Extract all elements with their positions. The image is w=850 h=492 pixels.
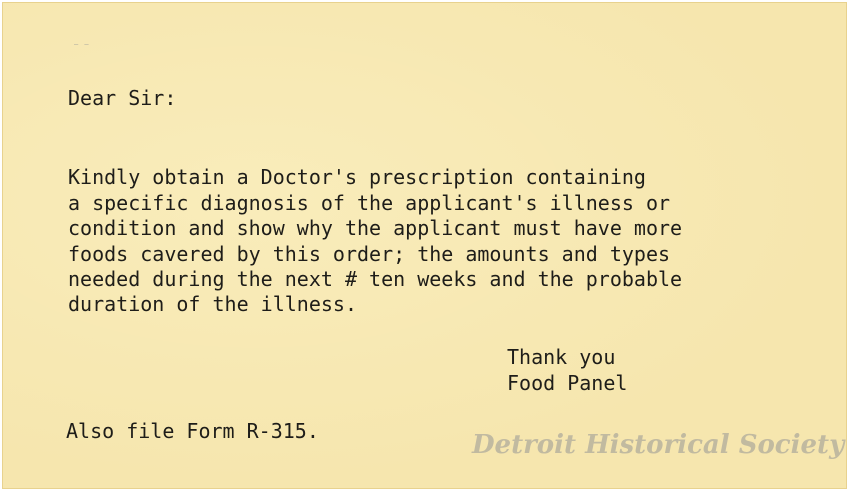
body-line: needed during the next # ten weeks and the probable	[68, 267, 683, 291]
footer-note: Also file Form R-315.	[66, 419, 319, 443]
body-line: foods cavered by this order; the amounts and types	[68, 242, 671, 266]
faint-header-marks: — —	[74, 40, 90, 48]
body-line: Kindly obtain a Doctor's prescription containing	[68, 165, 646, 189]
body-line: a specific diagnosis of the applicant's illness or	[68, 191, 671, 215]
watermark: Detroit Historical Society	[472, 430, 845, 460]
salutation: Dear Sir:	[68, 86, 177, 110]
closing-thanks: Thank you	[507, 345, 616, 369]
body-line: duration of the illness.	[68, 292, 357, 316]
closing-signer: Food Panel	[507, 371, 628, 395]
body-line: condition and show why the applicant must have more	[68, 216, 683, 240]
postcard	[2, 2, 847, 489]
